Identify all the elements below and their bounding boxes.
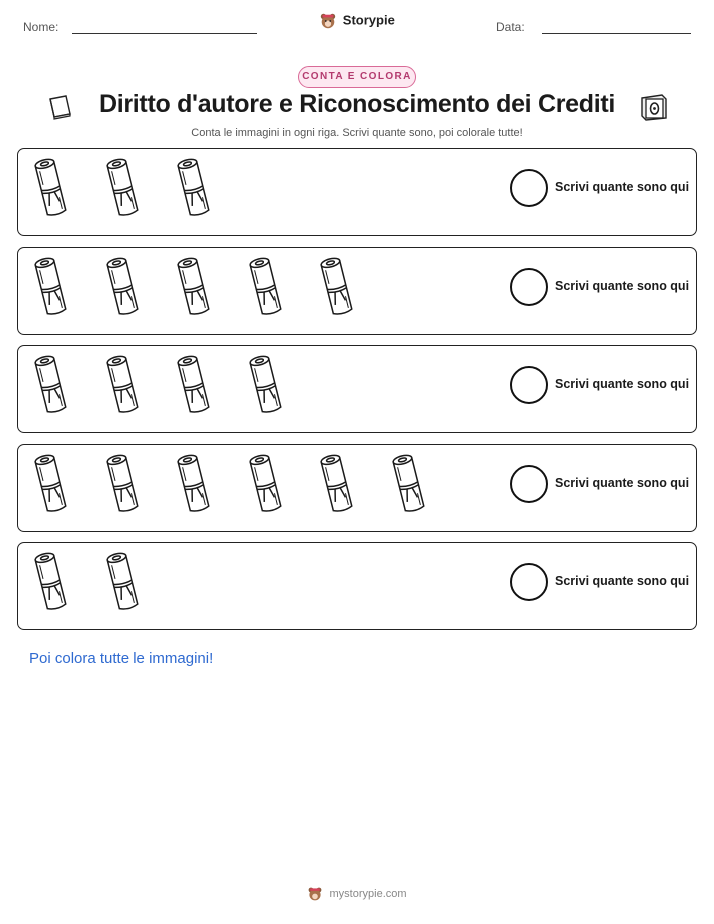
counting-row: [17, 444, 697, 532]
scroll-icon[interactable]: [243, 451, 289, 517]
answer-circle[interactable]: [510, 268, 548, 306]
date-label: Data:: [496, 20, 525, 34]
counting-row: [17, 148, 697, 236]
footer-note: Poi colora tutte le immagini!: [29, 650, 214, 667]
answer-label: Scrivi quante sono qui: [555, 180, 690, 194]
scroll-icon[interactable]: [314, 254, 360, 320]
bear-logo-icon: [307, 886, 323, 902]
name-line[interactable]: [72, 33, 257, 34]
scroll-icon[interactable]: [28, 352, 74, 418]
scroll-icon[interactable]: [171, 451, 217, 517]
bear-logo-icon: [319, 12, 337, 30]
counting-row: [17, 345, 697, 433]
brand: [0, 12, 714, 30]
scroll-icon[interactable]: [171, 352, 217, 418]
scroll-icon[interactable]: [386, 451, 432, 517]
scroll-icon[interactable]: [28, 155, 74, 221]
answer-circle[interactable]: [510, 465, 548, 503]
date-line[interactable]: [542, 33, 691, 34]
brand-name: Storypie: [342, 12, 395, 28]
answer-circle[interactable]: [510, 366, 548, 404]
answer-label: Scrivi quante sono qui: [555, 475, 690, 490]
answer-label: Scrivi quante sono qui: [555, 574, 690, 588]
answer-label: Scrivi quante sono qui: [555, 278, 690, 293]
scroll-icon[interactable]: [100, 549, 146, 615]
counting-row: [17, 247, 697, 335]
scroll-icon[interactable]: [100, 254, 146, 320]
answer-circle[interactable]: [510, 169, 548, 207]
scroll-icon[interactable]: [100, 352, 146, 418]
scroll-icon[interactable]: [171, 254, 217, 320]
scroll-icon[interactable]: [314, 451, 360, 517]
page-title: Diritto d'autore e Riconoscimento dei Crediti: [98, 90, 616, 118]
scroll-icon[interactable]: [100, 451, 146, 517]
answer-circle[interactable]: [510, 563, 548, 601]
activity-badge: CONTA E COLORA: [298, 66, 416, 88]
scroll-icon[interactable]: [28, 549, 74, 615]
counting-row: [17, 542, 697, 630]
safe-icon: [638, 92, 670, 122]
scroll-icon[interactable]: [243, 254, 289, 320]
name-label: Nome:: [23, 20, 59, 34]
scroll-icon[interactable]: [243, 352, 289, 418]
scroll-icon[interactable]: [28, 451, 74, 517]
answer-label: Scrivi quante sono qui: [555, 377, 690, 391]
instructions: Conta le immagini in ogni riga. Scrivi quante sono, poi colorale tutte!: [191, 127, 523, 139]
scroll-icon[interactable]: [100, 155, 146, 221]
scroll-icon[interactable]: [28, 254, 74, 320]
website-label: mystorypie.com: [329, 887, 407, 900]
footer-brand: [0, 886, 714, 902]
scroll-icon[interactable]: [171, 155, 217, 221]
